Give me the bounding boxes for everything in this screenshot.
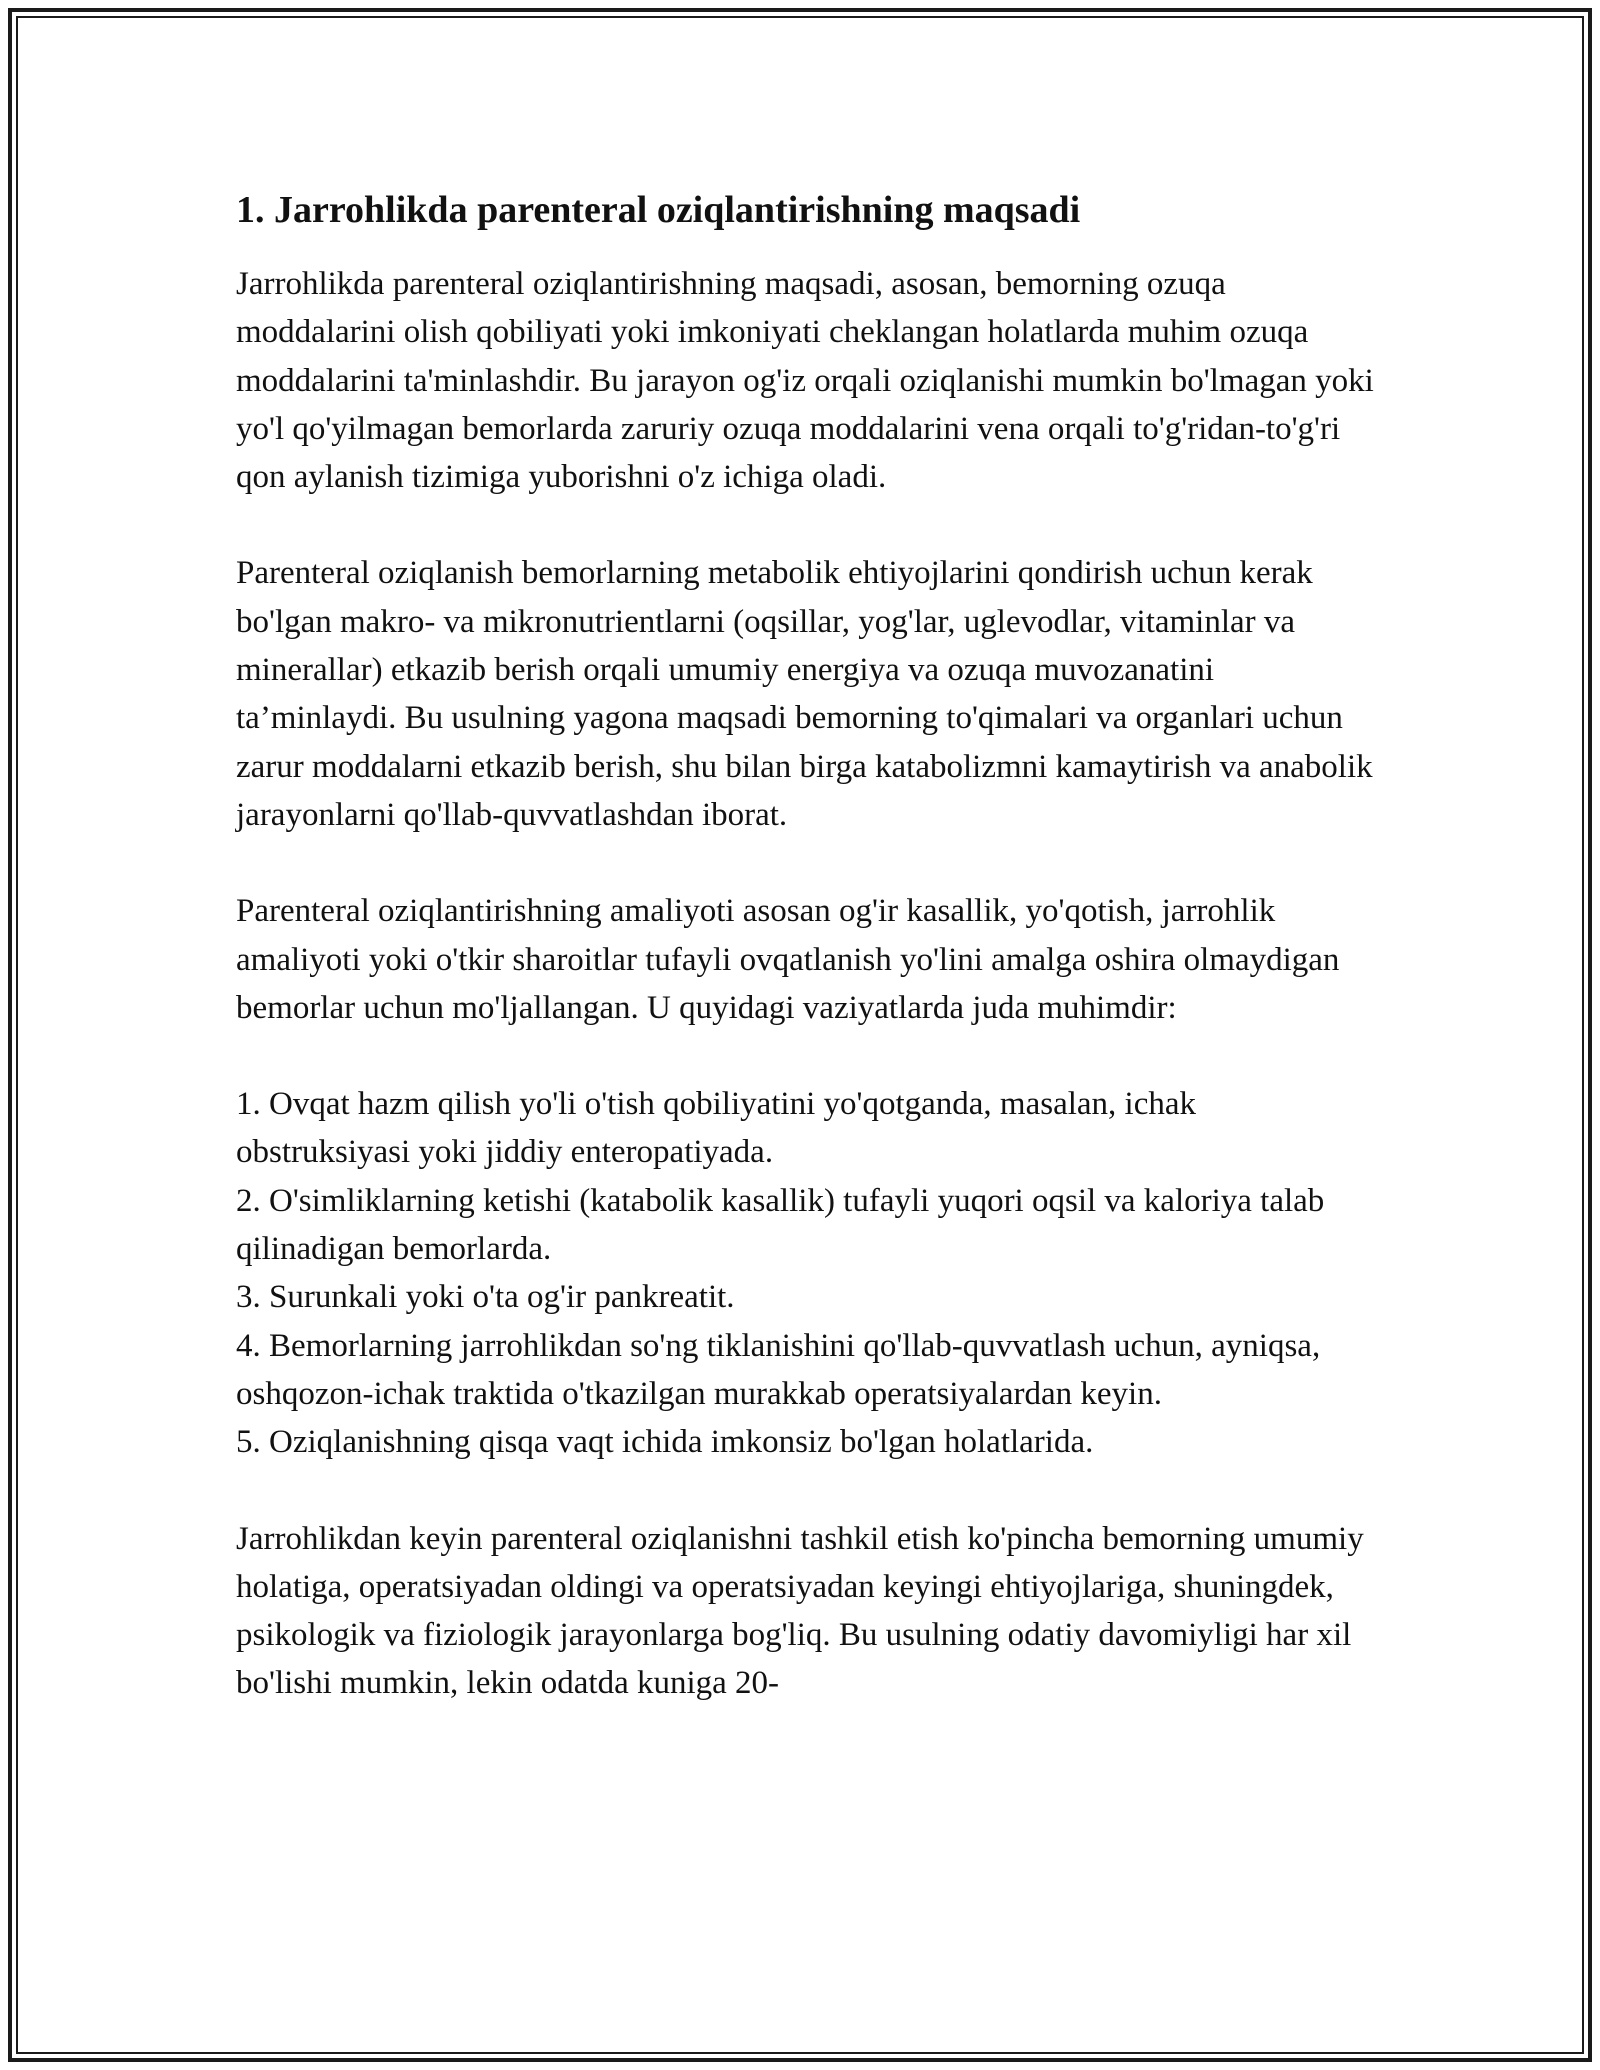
list-item: 3. Surunkali yoki o'ta og'ir pankreatit. xyxy=(236,1279,735,1316)
section-heading: 1. Jarrohlikda parenteral oziqlantirishning maqsadi xyxy=(236,189,1081,231)
paragraph-intro: Jarrohlikda parenteral oziqlantirishning maqsadi, asosan, bemorning ozuqa moddalarini olish qobiliyati yoki imkoniyati cheklangan holatlarda muhim ozuqa moddalarini ta'minlashdir. Bu jarayon og'iz orqali oziqlanishi mumkin bo'lmagan yoki yo'l qo'yilmagan bemorlarda zaruriy ozuqa moddalarini vena orqali to'g'ridan-to'g'ri qon aylanish tizimiga yuborishni o'z ichiga oladi. xyxy=(236,266,1374,496)
indications-list xyxy=(236,1080,1376,1466)
list-item: 2. O'simliklarning ketishi (katabolik kasallik) tufayli yuqori oqsil va kaloriya talab qilinadigan bemorlarda. xyxy=(236,1182,1325,1268)
paragraph-closing: Jarrohlikdan keyin parenteral oziqlanishni tashkil etish ko'pincha bemorning umumiy holatiga, operatsiyadan oldingi va operatsiyadan keyingi ehtiyojlariga, shuningdek, psikologik va fiziologik jarayonlarga bog'liq. Bu usulning odatiy davomiyligi har xil bo'lishi mumkin, lekin odatda kuniga 20- xyxy=(236,1520,1364,1702)
list-item: 4. Bemorlarning jarrohlikdan so'ng tiklanishini qo'llab-quvvatlash uchun, ayniqsa, oshqozon-ichak traktida o'tkazilgan murakkab operatsiyalardan keyin. xyxy=(236,1327,1321,1412)
list-item: 5. Oziqlanishning qisqa vaqt ichida imkonsiz bo'lgan holatlarida. xyxy=(236,1424,1094,1461)
paragraph-practice: Parenteral oziqlantirishning amaliyoti asosan og'ir kasallik, yo'qotish, jarrohlik amaliyoti yoki o'tkir sharoitlar tufayli ovqatlanish yo'lini amalga oshira olmaydigan bemorlar uchun mo'ljallangan. U quyidagi vaziyatlarda juda muhimdir: xyxy=(236,893,1340,1026)
list-item: 1. Ovqat hazm qilish yo'li o'tish qobiliyatini yo'qotganda, masalan, ichak obstruksiyasi yoki jiddiy enteropatiyada. xyxy=(236,1086,1197,1171)
paragraph-nutrition: Parenteral oziqlanish bemorlarning metabolik ehtiyojlarini qondirish uchun kerak bo'lgan makro- va mikronutrientlarni (oqsillar, yog'lar, uglevodlar, vitaminlar va minerallar) etkazib berish orqali umumiy energiya va ozuqa muvozanatini ta’minlaydi. Bu usulning yagona maqsadi bemorning to'qimalari va organlari uchun zarur moddalarni etkazib berish, shu bilan birga katabolizmni kamaytirish va anabolik jarayonlarni qo'llab-quvvatlashdan iborat. xyxy=(236,555,1373,833)
document-body xyxy=(236,186,1376,1756)
